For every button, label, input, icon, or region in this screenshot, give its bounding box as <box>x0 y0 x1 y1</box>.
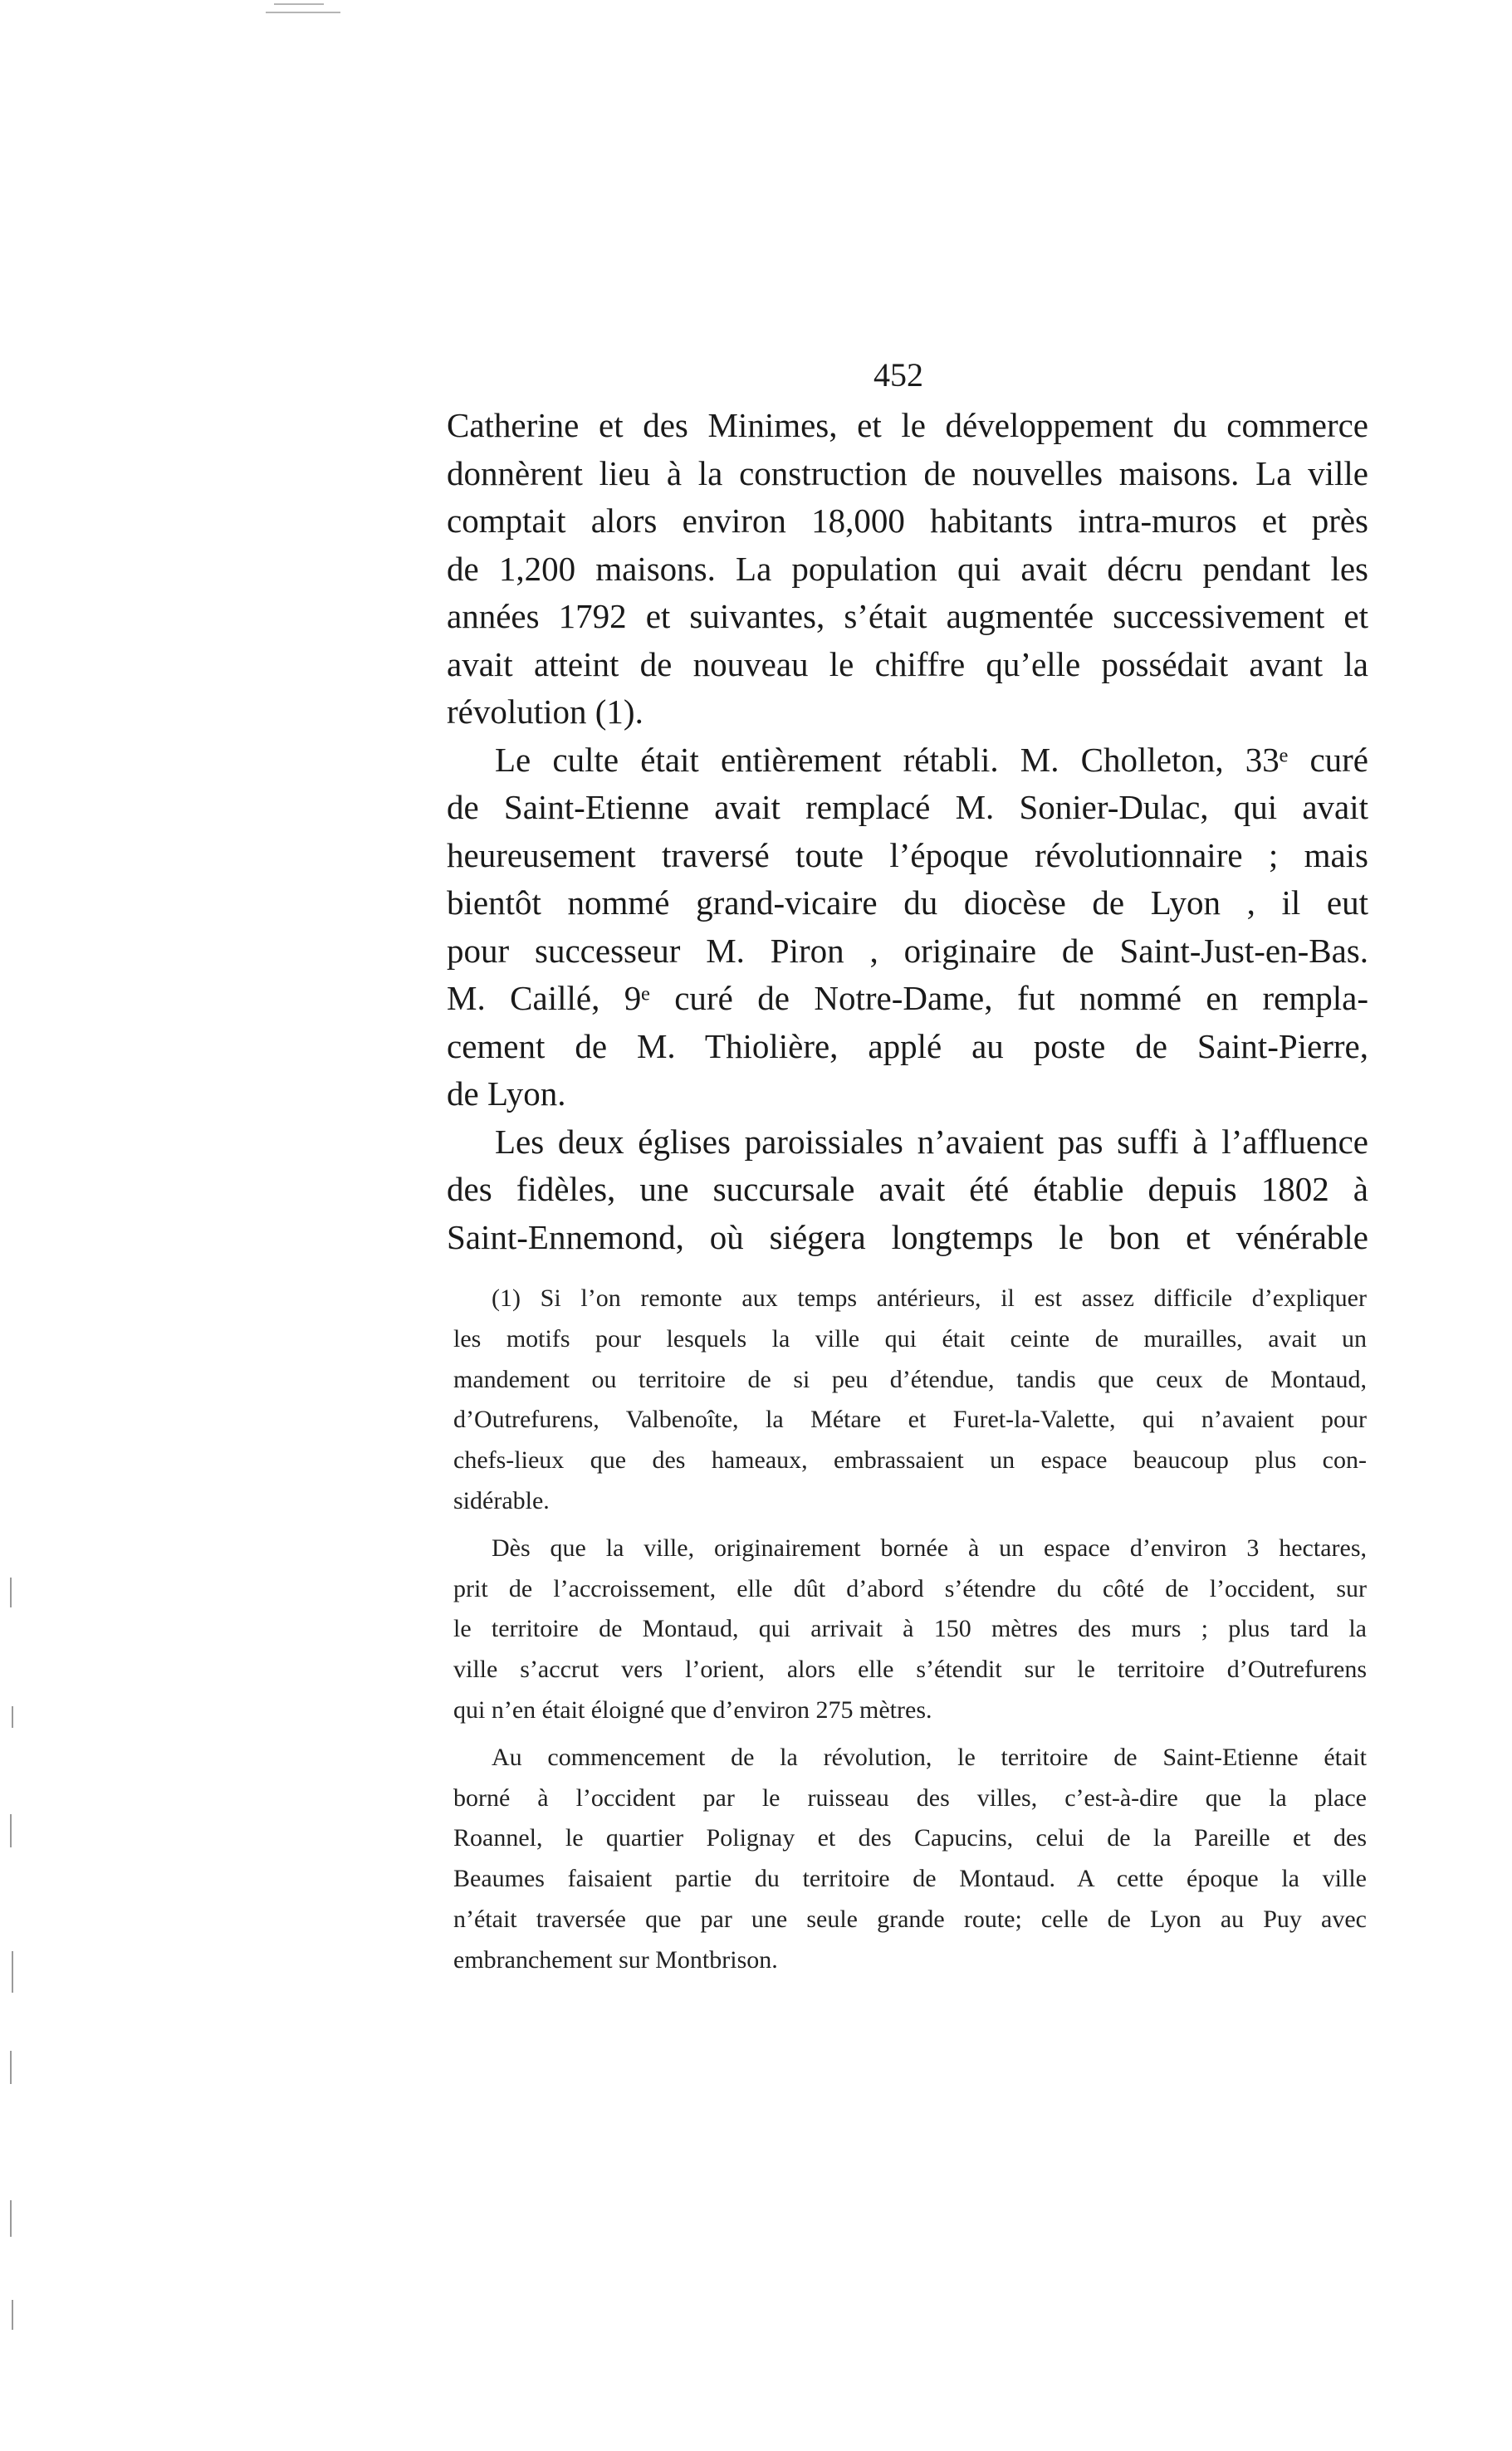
text-line: Catherine et des Minimes, et le développement du commerce <box>447 406 1368 444</box>
text-line: heureusement traversé toute l’époque révolutionnaire ; mais <box>447 835 1368 874</box>
text-line: cement de M. Thiolière, applé au poste de Saint-Pierre, <box>447 1026 1368 1065</box>
footnote-growth <box>453 1529 1367 1731</box>
text-line: révolution (1). <box>447 692 643 731</box>
scan-margin-mark <box>12 1951 13 1993</box>
footnote-line: Roannel, le quartier Polignay et des Capucins, celui de la Pareille et des <box>453 1824 1367 1852</box>
text-line: des fidèles, une succursale avait été établie depuis 1802 à <box>447 1170 1368 1208</box>
footnote-line: chefs-lieux que des hameaux, embrassaient un espace beaucoup plus con- <box>453 1446 1367 1475</box>
text-line: de 1,200 maisons. La population qui avait décru pendant les <box>447 549 1368 588</box>
footnote-line: (1) Si l’on remonte aux temps antérieurs, il est assez difficile d’expliquer <box>492 1284 1367 1312</box>
footnote-territory <box>453 1738 1367 1981</box>
paragraph-churches <box>447 1118 1368 1262</box>
footnote-line: prit de l’accroissement, elle dût d’abord s’étendre du côté de l’occident, sur <box>453 1574 1367 1602</box>
text-line: comptait alors environ 18,000 habitants intra-muros et près <box>447 501 1368 540</box>
scan-margin-mark <box>10 2051 12 2084</box>
footnotes <box>453 1279 1367 1988</box>
scan-edge-mark <box>266 12 340 13</box>
footnote-line: embranchement sur Montbrison. <box>453 1945 778 1974</box>
text-line: de Lyon. <box>447 1074 566 1113</box>
text-line: M. Caillé, 9ᵉ curé de Notre-Dame, fut nommé en rempla- <box>447 979 1368 1017</box>
page-number: 452 <box>873 356 923 394</box>
text-line: Le culte était entièrement rétabli. M. Cholleton, 33ᵉ curé <box>495 740 1368 779</box>
footnote-line: d’Outrefurens, Valbenoîte, la Métare et Furet-la-Valette, qui n’avaient pour <box>453 1406 1367 1434</box>
footnote-line: les motifs pour lesquels la ville qui était ceinte de murailles, avait un <box>453 1324 1367 1353</box>
scan-edge-mark <box>274 3 324 5</box>
footnote-1 <box>453 1279 1367 1522</box>
paragraph-clergy <box>447 736 1368 1118</box>
text-line: Les deux églises paroissiales n’avaient pas suffi à l’affluence <box>495 1122 1368 1161</box>
text-line: bientôt nommé grand-vicaire du diocèse de Lyon , il eut <box>447 883 1368 922</box>
text-line: pour successeur M. Piron , originaire de Saint-Just-en-Bas. <box>447 931 1368 970</box>
footnote-line: mandement ou territoire de si peu d’étendue, tandis que ceux de Montaud, <box>453 1365 1367 1393</box>
footnote-line: Dès que la ville, originairement bornée à un espace d’environ 3 hectares, <box>492 1534 1367 1562</box>
scan-margin-mark <box>10 1814 12 1847</box>
text-line: Saint-Ennemond, où siégera longtemps le bon et vénérable <box>447 1217 1368 1256</box>
footnote-line: n’était traversée que par une seule grande route; celle de Lyon au Puy avec <box>453 1905 1367 1933</box>
footnote-line: ville s’accrut vers l’orient, alors elle s’étendit sur le territoire d’Outrefurens <box>453 1656 1367 1684</box>
scan-margin-mark <box>10 1578 12 1607</box>
footnote-line: qui n’en était éloigné que d’environ 275 mètres. <box>453 1695 932 1724</box>
scan-margin-mark <box>10 2200 12 2237</box>
scan-margin-mark <box>12 1706 13 1728</box>
footnote-line: Beaumes faisaient partie du territoire de Montaud. A cette époque la ville <box>453 1865 1367 1893</box>
text-line: de Saint-Etienne avait remplacé M. Sonier-Dulac, qui avait <box>447 788 1368 826</box>
text-line: avait atteint de nouveau le chiffre qu’elle possédait avant la <box>447 644 1368 683</box>
footnote-line: le territoire de Montaud, qui arrivait à 150 mètres des murs ; plus tard la <box>453 1615 1367 1643</box>
text-line: années 1792 et suivantes, s’était augmentée successivement et <box>447 597 1368 635</box>
footnote-line: borné à l’occident par le ruisseau des villes, c’est-à-dire que la place <box>453 1783 1367 1812</box>
paragraph-population <box>447 402 1368 736</box>
main-text <box>447 402 1368 1261</box>
footnote-line: sidérable. <box>453 1486 550 1514</box>
text-line: donnèrent lieu à la construction de nouvelles maisons. La ville <box>447 453 1368 492</box>
scan-margin-mark <box>12 2300 13 2330</box>
footnote-line: Au commencement de la révolution, le territoire de Saint-Etienne était <box>492 1743 1367 1771</box>
